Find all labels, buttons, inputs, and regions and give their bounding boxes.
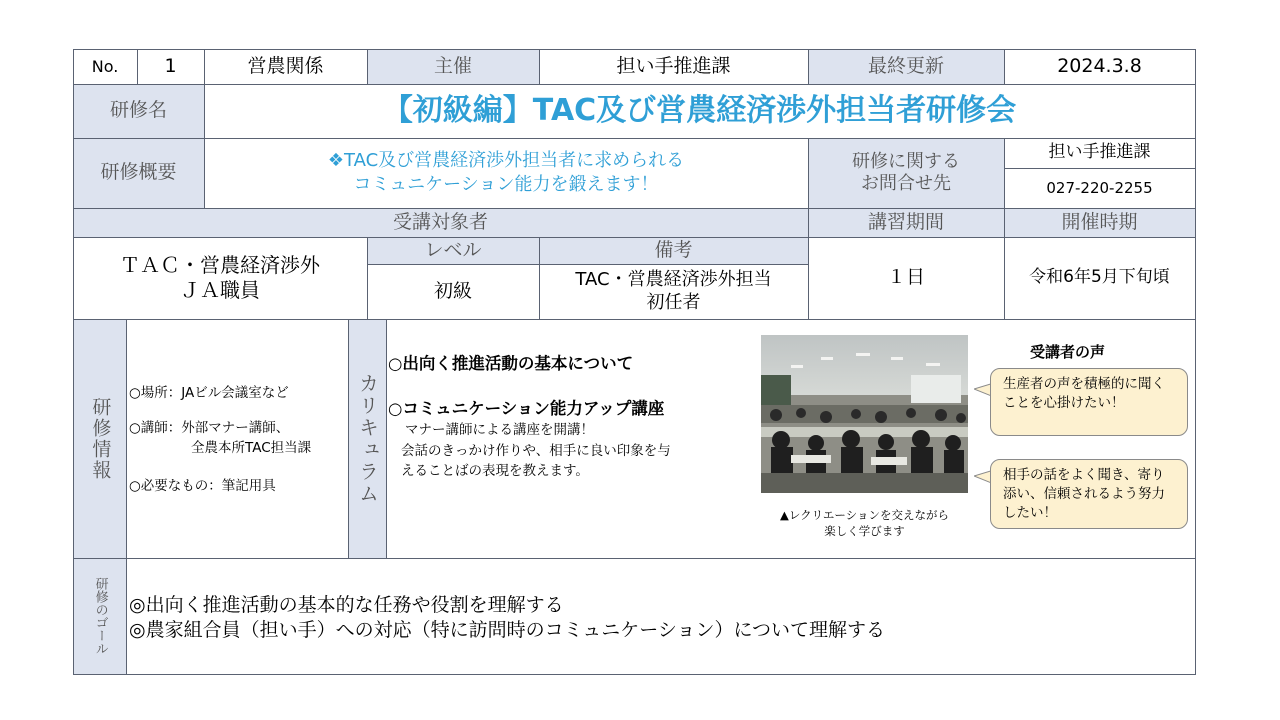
info-items: ○必要なもの：筆記用具 — [129, 478, 276, 494]
target-value — [73, 237, 367, 319]
voice-bubble-1: 生産者の声を積極的に聞くことを心掛けたい！ — [990, 368, 1188, 436]
curriculum-desc-line3: えることばの表現を教えます。 — [401, 463, 589, 479]
voices-title: 受講者の声 — [1030, 343, 1106, 361]
notes-label: 備考 — [539, 237, 808, 264]
info-lecturer-line2: 全農本所TAC担当課 — [191, 440, 312, 456]
contact-dept: 担い手推進課 — [1048, 142, 1151, 163]
goal-label-text: 研修のゴール — [92, 577, 108, 655]
name-label: 研修名 — [73, 84, 204, 138]
target-line2: ＪＡ職員 — [180, 278, 260, 302]
host-label: 主催 — [367, 49, 539, 84]
classroom-illustration — [761, 335, 968, 493]
goal-label — [73, 558, 126, 674]
overview-line2: コミュニケーション能力を鍛えます！ — [353, 174, 659, 195]
notes-line2: 初任者 — [646, 291, 701, 313]
no-value: 1 — [164, 54, 177, 77]
training-photo — [761, 335, 968, 493]
contact-label-line2: お問合せ先 — [861, 173, 951, 194]
category-value: 営農関係 — [247, 54, 324, 77]
photo-caption-line2: 楽しく学びます — [824, 523, 905, 538]
level-label: レベル — [367, 237, 539, 264]
overview-text — [204, 138, 808, 208]
level-value: 初級 — [433, 279, 472, 302]
target-label: 受講対象者 — [73, 208, 808, 237]
voice-bubble-2: 相手の話をよく聞き、寄り添い、信頼されるよう努力したい！ — [990, 459, 1188, 529]
updated-label: 最終更新 — [808, 49, 1004, 84]
no-label: No. — [91, 56, 119, 76]
photo-caption-line1: ▲レクリエーションを交えながら — [780, 508, 949, 522]
curriculum-label — [348, 319, 386, 558]
info-label — [73, 319, 126, 558]
contact-label-line1: 研修に関する — [852, 150, 960, 172]
notes-line1: TAC・営農経済渉外担当 — [575, 269, 772, 290]
period-value: １日 — [886, 266, 925, 289]
contact-label — [808, 138, 1004, 208]
updated-value: 2024.3.8 — [1057, 54, 1142, 77]
timing-label: 開催時期 — [1004, 208, 1195, 237]
overview-label: 研修概要 — [73, 138, 204, 208]
curriculum-desc-line1: マナー講師による講座を開講！ — [405, 422, 594, 438]
goal-line1: ◎出向く推進活動の基本的な任務や役割を理解する — [129, 594, 564, 616]
curriculum-label-text: カリキュラム — [355, 372, 380, 505]
curriculum-desc-line2: 会話のきっかけ作りや、相手に良い印象を与 — [401, 443, 671, 459]
photo-caption — [757, 508, 972, 539]
target-line1: ＴＡＣ・営農経済渉外 — [120, 253, 320, 277]
timing-value: 令和6年5月下旬頃 — [1029, 267, 1170, 288]
info-label-text: 研修情報 — [89, 396, 112, 481]
notes-value — [539, 264, 808, 319]
contact-phone[interactable]: 027-220-2255 — [1046, 178, 1153, 197]
info-place: ○場所：JAビル会議室など — [129, 385, 289, 401]
overview-line1: ❖TAC及び営農経済渉外担当者に求められる — [327, 149, 685, 171]
curriculum-item2: ○コミュニケーション能力アップ講座 — [388, 399, 665, 418]
period-label: 講習期間 — [808, 208, 1004, 237]
goal-line2: ◎農家組合員（担い手）への対応（特に訪問時のコミュニケーション）について理解する — [129, 619, 886, 641]
host-value: 担い手推進課 — [616, 54, 731, 77]
curriculum-item1: ○出向く推進活動の基本について — [388, 354, 634, 373]
training-title: 【初級編】TAC及び営農経済渉外担当者研修会 — [382, 93, 1017, 129]
info-lecturer-line1: ○講師：外部マナー講師、 — [129, 420, 290, 436]
